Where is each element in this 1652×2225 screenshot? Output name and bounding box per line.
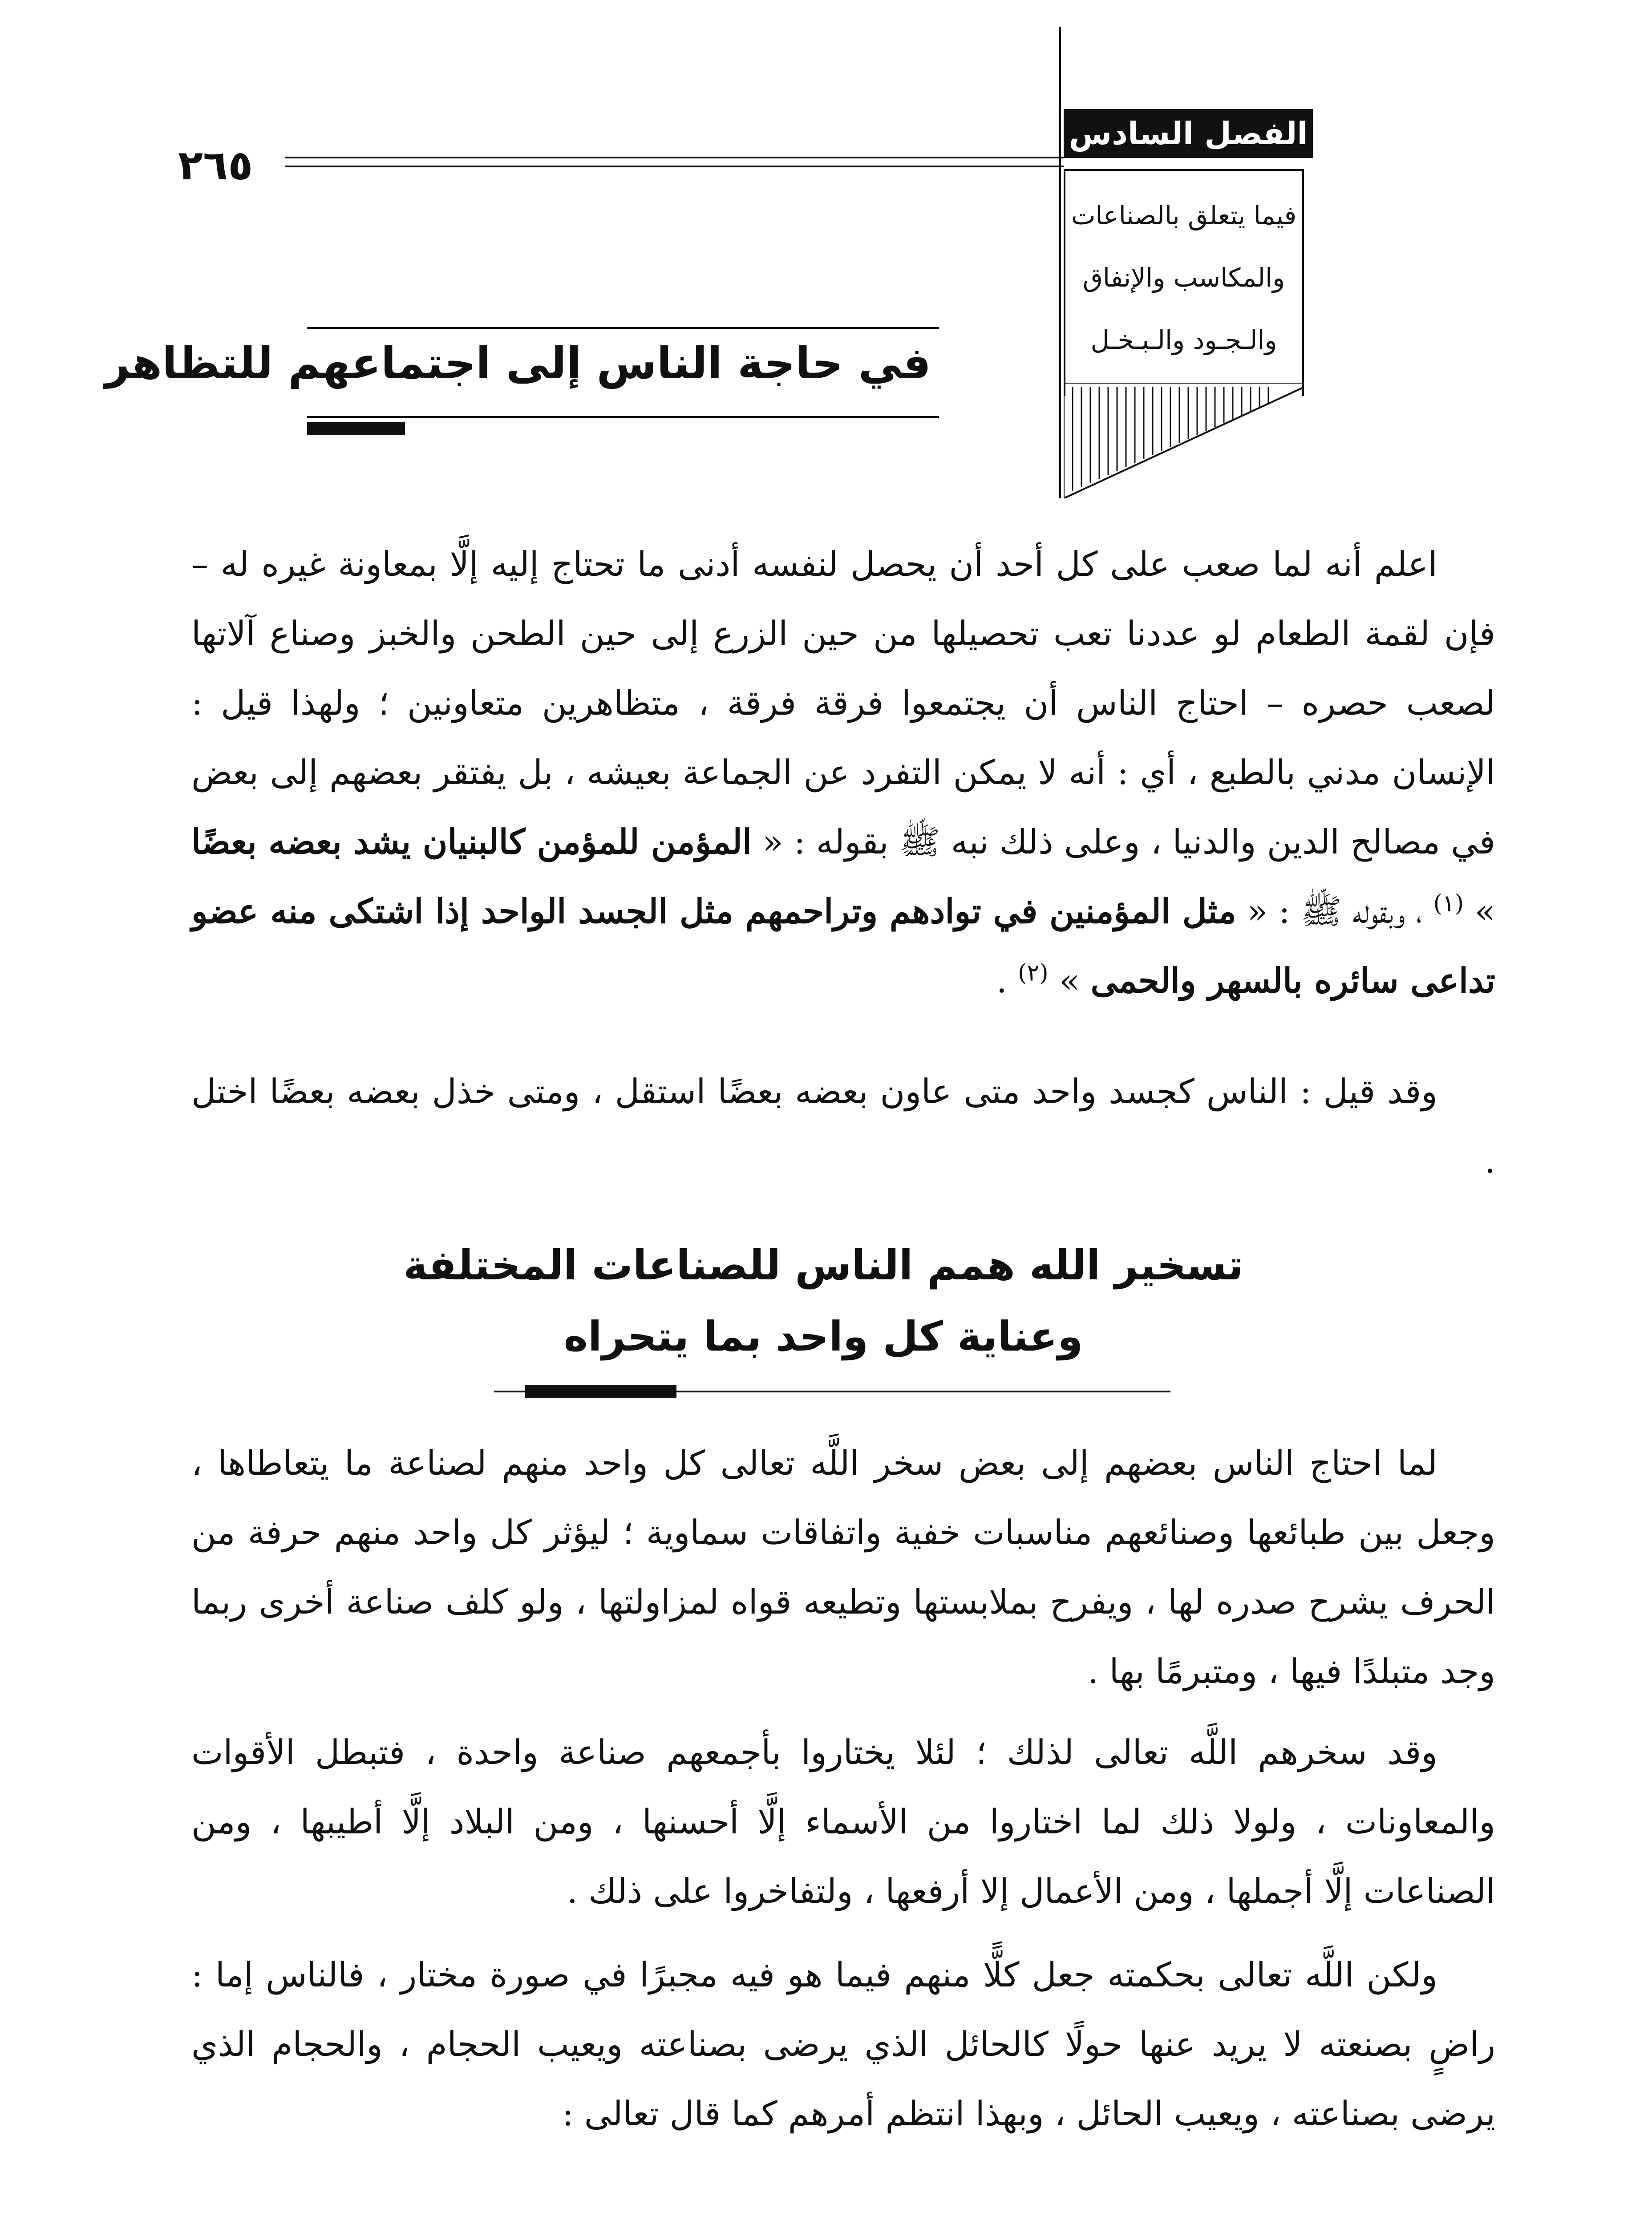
- paragraph: ولكن اللَّه تعالى بحكمته جعل كلًّا منهم فيما هو فيه مجبرًا في صورة مختار ، فالناس إما : راضٍ بصنعته لا يريد عنها حولًا كالحائل الذي يرضى بصناعته ويعيب الحجام ، والحجام الذي يرضى بصناعته ، ويعيب الحائل ، وبهذا انتظم أمرهم كما قال تعالى :: [191, 1955, 1495, 2133]
- header-rule-bottom: [285, 166, 1064, 167]
- paragraph: وقد قيل : الناس كجسد واحد متى عاون بعضه بعضًا استقل ، ومتى خذل بعضه بعضًا اختل .: [191, 1072, 1495, 1181]
- header-rule-top: [285, 157, 1064, 158]
- chapter-subtitle-line: والمكاسب والإنفاق: [1082, 263, 1285, 293]
- chapter-title: الفصل السادس: [1064, 109, 1313, 158]
- heading-rule-bottom: [307, 416, 939, 418]
- heading-accent-bar: [307, 422, 405, 435]
- paragraph: وقد سخرهم اللَّه تعالى لذلك ؛ لئلا يختاروا بأجمعهم صناعة واحدة ، فتبطل الأقوات والمعاونات ، ولولا ذلك لما اختاروا من الأسماء إلَّا أحسنها ، ومن البلاد إلَّا أطيبها ، ومن الصناعات إلَّا أجملها ، ومن الأعمال إلا أرفعها ، ولتفاخروا على ذلك .: [191, 1732, 1495, 1911]
- footnote-ref: (٢): [1018, 959, 1049, 987]
- heading-rule-top: [307, 327, 939, 329]
- section-heading-1: في حاجة الناس إلى اجتماعهم للتظاهر: [105, 338, 931, 389]
- heading-accent-bar: [525, 1385, 676, 1398]
- chapter-subtitle-line: والـجـود والـبـخـل: [1090, 325, 1277, 355]
- chapter-frame-line: [1059, 27, 1061, 498]
- chapter-subtitle-panel: [1064, 169, 1304, 396]
- hadith-quote: المؤمن للمؤمن كالبنيان يشد بعضه بعضًا: [191, 822, 752, 862]
- section-heading-2-line-1: تسخير الله همم الناس للصناعات المختلفة: [403, 1242, 1243, 1289]
- chapter-subtitle-line: فيما يتعلق بالصناعات: [1071, 200, 1297, 231]
- hadith-quote: مثل المؤمنين في توادهم وتراحمهم مثل الجسد الواحد إذا اشتكى منه عضو تداعى سائره بالسهر والحمى: [191, 891, 1495, 1000]
- chapter-decoration-stripes: [1064, 383, 1304, 498]
- paragraph: لما احتاج الناس بعضهم إلى بعض سخر اللَّه تعالى كل واحد منهم لصناعة ما يتعاطاها ، وجعل بين طبائعها وصنائعهم مناسبات خفية واتفاقات سماوية ؛ ليؤثر كل واحد منهم حرفة من الحرف يشرح صدره لها ، ويفرح بملابستها وتطيعه قواه لمزاولتها ، ولو كلف صناعة أخرى ربما وجد متبلدًا فيها ، ومتبرمًا بها .: [191, 1443, 1495, 1691]
- page-number: ٢٦٥: [178, 142, 253, 189]
- footnote-ref: (١): [1433, 890, 1464, 917]
- paragraph: اعلم أنه لما صعب على كل أحد أن يحصل لنفسه أدنى ما تحتاج إليه إلَّا بمعاونة غيره له – فإن لقمة الطعام لو عددنا تعب تحصيلها من حين الزرع إلى حين الطحن والخبز وصناع آلاتها لصعب حصره – احتاج الناس أن يجتمعوا فرقة فرقة ، متظاهرين متعاونين ؛ ولهذا قيل : الإنسان مدني بالطبع ، أي : أنه لا يمكن التفرد عن الجماعة بعيشه ، بل يفتقر بعضهم إلى بعض في مصالح الدين والدنيا ، وعلى ذلك نبه ﷺ بقوله : « المؤمن للمؤمن كالبنيان يشد بعضه بعضًا » $^{(١)}$ ، وبقوله ﷺ : « مثل المؤمنين في توادهم وتراحمهم مثل الجسد الواحد إذا اشتكى منه عضو تداعى سائره بالسهر والحمى » $^{(٢)}$ .: [191, 544, 1495, 1000]
- section-heading-2-line-2: وعناية كل واحد بما يتحراه: [563, 1313, 1083, 1360]
